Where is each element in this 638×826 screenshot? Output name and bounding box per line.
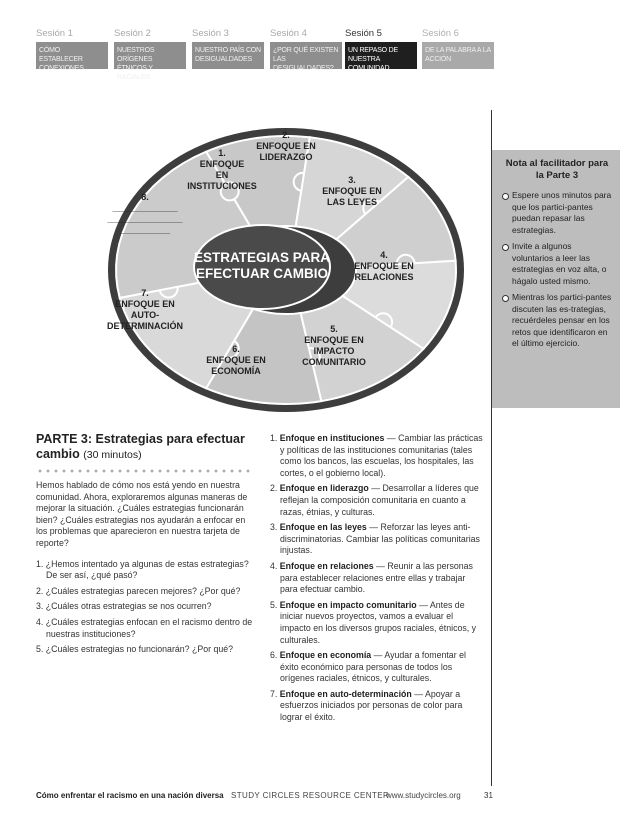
strategy-item: 7. Enfoque en auto-determinación — Apoyar a esfuerzos iniciados por personas de color para lograr el éxito. [270, 688, 463, 723]
segment-label-instituciones: 1. ENFOQUE EN INSTITUCIONES [187, 148, 257, 191]
session-number: Sesión 4 [270, 28, 307, 39]
question-item: 4. ¿Cuáles estrategias enfocan en el racismo dentro de nuestras instituciones? [36, 616, 253, 639]
footer-book-title: Cómo enfrentar el racismo en una nación diversa [36, 791, 224, 800]
question-item: 3. ¿Cuáles otras estrategias se nos ocurren? [36, 601, 212, 612]
sidebar-title: Nota al facilitador para la Parte 3 [505, 158, 609, 181]
segment-label-liderazgo: 2. ENFOQUE EN LIDERAZGO [256, 130, 316, 162]
session-title: UN REPASO DE NUESTRA COMUNIDAD [345, 42, 417, 69]
question-item: 2. ¿Cuáles estrategias parecen mejores? ¿Por qué? [36, 585, 241, 596]
part-duration: (30 minutos) [83, 449, 142, 461]
center-title: ESTRATEGIAS PARA EFECTUAR CAMBIO [194, 250, 331, 281]
session-title: DE LA PALABRA A LA ACCIÓN [422, 42, 494, 69]
session-tab-1 [36, 28, 108, 72]
segment-label-economia: 6. ENFOQUE EN ECONOMÍA [206, 344, 266, 376]
session-number: Sesión 6 [422, 28, 459, 39]
part-intro: Hemos hablado de cómo nos está yendo en nuestra comunidad. Ahora, exploraremos algunas maneras de mejorar la situación. ¿Cuáles estrategias funcionarán bien? ¿Cuáles estrategias nos ayudarán a enfocar en los problemas que aparecieron en nuestra tarjeta de reporte? [36, 480, 248, 548]
sidebar-item: Invite a algunos voluntarios a leer las estrategias en voz alta, o hágalo usted mismo. [502, 241, 612, 287]
footer-organization: STUDY CIRCLES RESOURCE CENTER [231, 791, 390, 800]
part-title: PARTE 3: Estrategias para efectuar cambio (30 minutos) [36, 432, 245, 461]
session-tab-3 [192, 28, 264, 69]
session-number: Sesión 5 [345, 28, 382, 39]
footer-url: www.studycircles.org [386, 791, 461, 800]
page-number: 31 [484, 791, 493, 800]
strategy-item: 4. Enfoque en relaciones — Reunir a las personas para establecer relaciones entre ellas y trabajar para efectuar cambio. [270, 560, 473, 595]
facilitator-note-sidebar [492, 150, 620, 408]
strategies-puzzle-diagram [100, 112, 472, 412]
question-item: 5. ¿Cuáles estrategias no funcionarán? ¿Por qué? [36, 644, 234, 655]
sidebar-item: Mientras los partici-pantes discuten las es-trategias, recuérdeles pensar en los retos que identificaron en el último ejercicio. [502, 292, 612, 350]
session-tab-6 [422, 28, 494, 69]
session-tab-5-current [345, 28, 417, 72]
segment-label-leyes: 3. ENFOQUE EN LAS LEYES [322, 175, 382, 207]
strategy-item: 6. Enfoque en economía — Ayudar a fomentar el éxito económico para personas de todos los orígenes raciales, étnicos, y culturales. [270, 650, 466, 684]
strategies-list-section [270, 433, 485, 728]
sidebar-item: Espere unos minutos para que los partici-pantes puedan repasar las estrategias. [502, 190, 612, 236]
session-tab-4 [270, 28, 342, 72]
session-number: Sesión 3 [192, 28, 229, 39]
segment-label-autodeterminacion: 7. ENFOQUE EN AUTO- DETERMINACIÓN [107, 288, 183, 331]
segment-label-blank-8: 8. _____________ _______________ __________ [107, 192, 183, 235]
session-number: Sesión 2 [114, 28, 151, 39]
session-title: CÓMO ESTABLECER CONEXIONES [36, 42, 108, 69]
session-tabs [36, 28, 496, 81]
session-number: Sesión 1 [36, 28, 73, 39]
segment-label-relaciones: 4. ENFOQUE EN RELACIONES [354, 250, 414, 282]
session-title: ¿POR QUÉ EXISTEN LAS DESIGUALDADES? [270, 42, 342, 69]
segment-label-impacto-comunitario: 5. ENFOQUE EN IMPACTO COMUNITARIO [302, 324, 366, 367]
strategy-item: 3. Enfoque en las leyes — Reforzar las leyes anti-discriminatorias. Cambiar las políticas comunitarias injustas. [270, 522, 480, 556]
strategy-item: 5. Enfoque en impacto comunitario — Antes de iniciar nuevos proyectos, vamos a evaluar el impacto en los diversos grupos raciales, étnicos, y culturales. [270, 599, 477, 645]
sidebar-list [502, 190, 612, 350]
strategy-item: 2. Enfoque en liderazgo — Desarrollar a líderes que reflejan la composición comunitaria en cuanto a razas, étnias, y culturas. [270, 483, 479, 517]
session-title: NUESTRO PAÍS CON DESIGUALDADES [192, 42, 264, 69]
strategy-item: 1. Enfoque en instituciones — Cambiar las prácticas y políticas de las instituciones comunitarias (tales como los bancos, las escuelas, los hospitales, las cortes, o el gobierno local). [270, 433, 483, 478]
discussion-questions [36, 559, 256, 656]
strategies-list [270, 433, 485, 724]
part-3-section [36, 432, 256, 660]
dotted-divider [36, 469, 251, 473]
question-item: 1. ¿Hemos intentado ya algunas de estas estrategias? De ser así, ¿qué pasó? [36, 558, 249, 581]
session-title: NUESTROS ORÍGENES ÉTNICOS Y RACIALES [114, 42, 186, 69]
session-tab-2 [114, 28, 186, 81]
